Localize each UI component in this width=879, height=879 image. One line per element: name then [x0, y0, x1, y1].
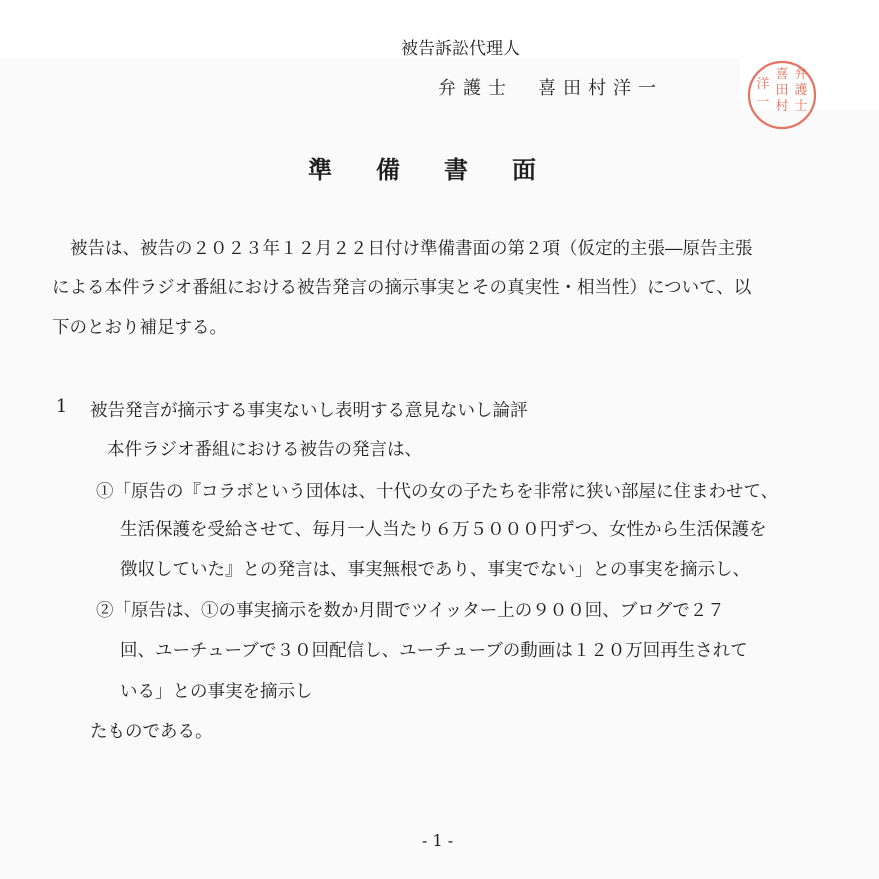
seal-char: 一: [756, 95, 770, 110]
page-number: - 1 -: [422, 831, 454, 850]
attorney-seal-stamp: [745, 58, 819, 132]
attorney-role: 被告訴訟代理人: [401, 39, 520, 59]
seal-char: 士: [794, 99, 808, 114]
item-1-line: 生活保護を受給させて、毎月一人当たり６万５０００円ずつ、女性から生活保護を: [120, 520, 767, 540]
seal-char: 村: [775, 99, 789, 114]
section-closing: たものである。: [90, 722, 213, 742]
section-heading: 被告発言が摘示する事実ないし表明する意見ないし論評: [90, 401, 528, 421]
seal-char: 護: [794, 83, 808, 98]
seal-char: 洋: [756, 77, 770, 92]
seal-char: 喜: [775, 67, 789, 82]
document-title: 準備書面: [308, 155, 580, 184]
seal-char: 田: [775, 83, 789, 98]
item-1-line: 徴収していた』との発言は、事実無根であり、事実でない」との事実を摘示し、: [120, 560, 750, 580]
intro-line: 下のとおり補足する。: [52, 318, 227, 338]
item-2-line: ②「原告は、①の事実摘示を数か月間でツイッター上の９００回、ブログで２７: [96, 601, 725, 621]
item-2-line: 回、ユーチューブで３０回配信し、ユーチューブの動画は１２０万回再生されて: [120, 641, 748, 661]
intro-line: による本件ラジオ番組における被告発言の摘示事実とその真実性・相当性）について、以: [52, 278, 752, 298]
intro-line: 被告は、被告の２０２３年１２月２２日付け準備書面の第２項（仮定的主張―原告主張: [70, 239, 753, 259]
item-1-line: ①「原告の『コラボという団体は、十代の女の子たちを非常に狭い部屋に住まわせて、: [96, 482, 779, 502]
item-2-line: いる」との事実を摘示し: [120, 682, 313, 702]
attorney-signature-name: 弁護士 喜田村洋一: [438, 78, 663, 99]
section-number: 1: [56, 397, 68, 417]
section-lead: 本件ラジオ番組における被告の発言は、: [107, 440, 422, 460]
seal-char: 弁: [794, 67, 808, 82]
